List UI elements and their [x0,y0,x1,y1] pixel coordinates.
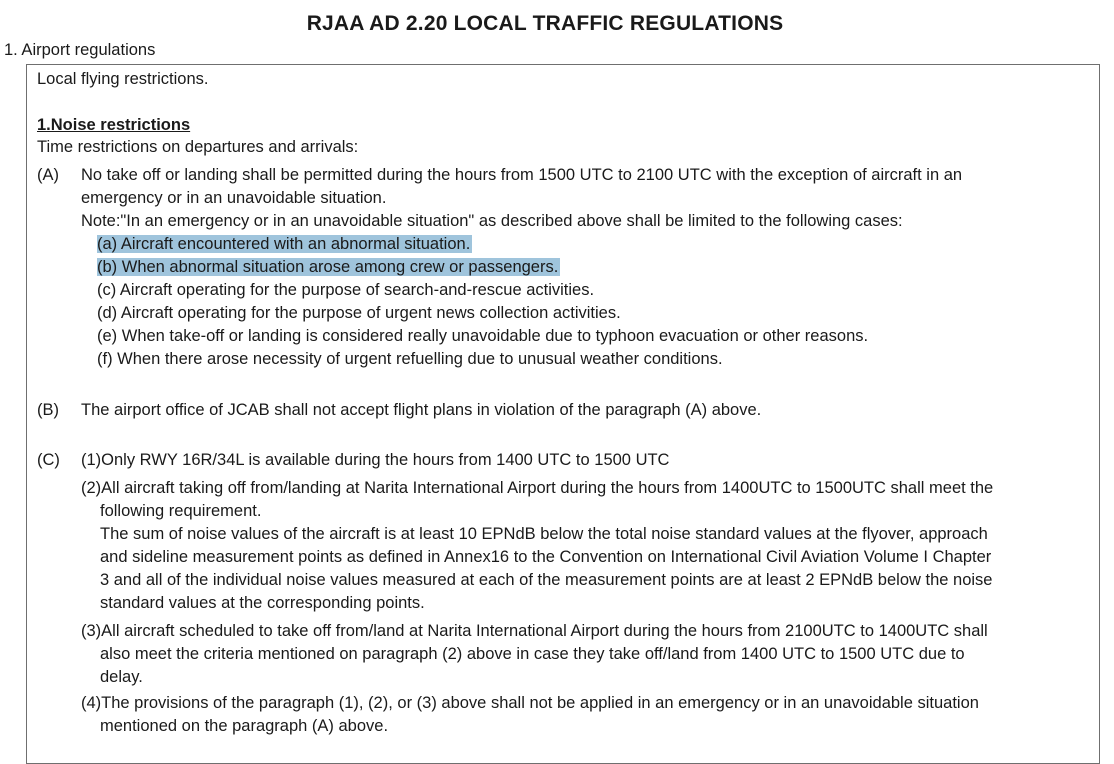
paragraph-c3-line: (3)All aircraft scheduled to take off from/land at Narita International Airport during the hours from 2100UTC to 1400UTC shall [81,622,988,640]
case-d: (d) Aircraft operating for the purpose of urgent news collection activities. [97,304,621,322]
paragraph-a-label: (A) [37,166,59,184]
case-c: (c) Aircraft operating for the purpose of search-and-rescue activities. [97,281,595,299]
noise-restrictions-heading: 1.Noise restrictions [37,116,191,134]
document-title: RJAA AD 2.20 LOCAL TRAFFIC REGULATIONS [306,12,784,35]
paragraph-c4-line: mentioned on the paragraph (A) above. [100,717,389,735]
paragraph-b-label: (B) [37,401,59,419]
paragraph-c2-line: 3 and all of the individual noise values measured at each of the measurement points are at least 2 EPNdB below the noise [100,571,993,589]
time-restrictions-subheading: Time restrictions on departures and arrivals: [37,138,359,156]
paragraph-c3-line: delay. [100,668,143,686]
paragraph-c2-line: (2)All aircraft taking off from/landing at Narita International Airport during the hours from 1400UTC to 1500UTC shall meet the [81,479,994,497]
section-heading: 1. Airport regulations [4,41,156,59]
paragraph-c-label: (C) [37,451,60,469]
paragraph-b-text: The airport office of JCAB shall not accept flight plans in violation of the paragraph (A) above. [81,401,762,419]
case-a-highlighted[interactable]: (a) Aircraft encountered with an abnormal situation. [97,235,471,253]
paragraph-a-line: No take off or landing shall be permitted during the hours from 1500 UTC to 2100 UTC with the exception of aircraft in an [81,166,963,184]
case-f: (f) When there arose necessity of urgent refuelling due to unusual weather conditions. [97,350,723,368]
paragraph-c2-line: following requirement. [100,502,262,520]
paragraph-c2-line: The sum of noise values of the aircraft is at least 10 EPNdB below the total noise standard values at the flyover, approach [100,525,988,543]
case-e: (e) When take-off or landing is considered really unavoidable due to typhoon evacuation or other reasons. [97,327,869,345]
paragraph-c4-line: (4)The provisions of the paragraph (1), (2), or (3) above shall not be applied in an emergency or in an unavoidable situation [81,694,979,712]
paragraph-c2-line: and sideline measurement points as defined in Annex16 to the Convention on International Civil Aviation Volume I Chapter [100,548,992,566]
paragraph-c1: (1)Only RWY 16R/34L is available during the hours from 1400 UTC to 1500 UTC [81,451,670,469]
case-b-highlighted[interactable]: (b) When abnormal situation arose among crew or passengers. [97,258,559,276]
paragraph-c2-line: standard values at the corresponding points. [100,594,425,612]
paragraph-c3-line: also meet the criteria mentioned on paragraph (2) above in case they take off/land from 1400 UTC to 1500 UTC due to [100,645,965,663]
paragraph-a-line: emergency or in an unavoidable situation. [81,189,387,207]
intro-text: Local flying restrictions. [37,70,209,88]
paragraph-a-note: Note:"In an emergency or in an unavoidable situation" as described above shall be limited to the following cases: [81,212,903,230]
regulations-box [26,64,1100,764]
